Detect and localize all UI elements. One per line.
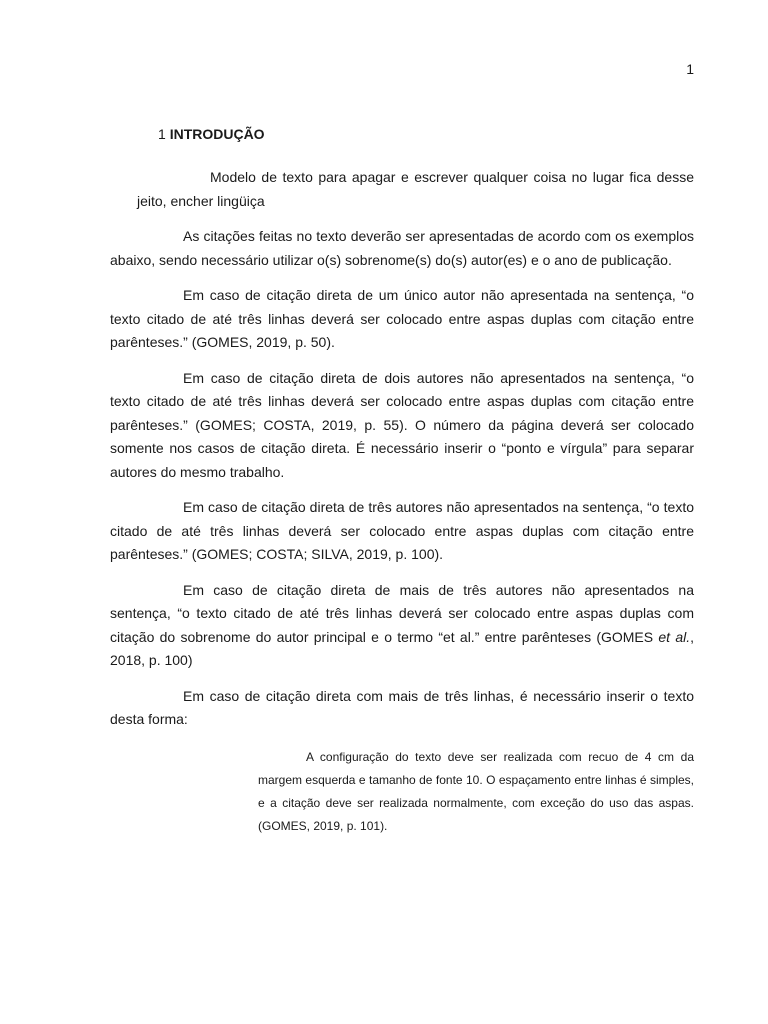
paragraph-three-authors: Em caso de citação direta de três autores não apresentados na sentença, “o texto citado de até três linhas deverá ser colocado entre aspas duplas com citação entre parênteses.” (GOMES; COSTA; SILVA, 2019, p. 100). xyxy=(110,499,694,562)
page-number: 1 xyxy=(686,61,694,77)
paragraph-two-authors: Em caso de citação direta de dois autores não apresentados na sentença, “o texto citado de até três linhas deverá ser colocado entre aspas duplas com citação entre parênteses.” (GOMES; COSTA, 2019, p. 55). O número da página deverá ser colocado somente nos casos de citação direta. É necessário inserir o “ponto e vírgula” para separar autores do mesmo trabalho. xyxy=(110,369,694,480)
paragraph-more-authors-citation: , 2018, p. 100) xyxy=(110,628,694,668)
paragraph-more-authors xyxy=(110,579,694,673)
paragraph-long-quote: Em caso de citação direta com mais de três linhas, é necessário inserir o texto desta forma: xyxy=(110,687,694,727)
block-quote: A configuração do texto deve ser realizada com recuo de 4 cm da margem esquerda e tamanho de fonte 10. O espaçamento entre linhas é simples, e a citação deve ser realizada normalmente, com exceção do uso das aspas. (GOMES, 2019, p. 101). xyxy=(258,749,694,833)
section-heading xyxy=(110,124,694,144)
paragraph-more-authors-text: Em caso de citação direta de mais de três autores não apresentados na sentença, “o texto citado de até três linhas deverá ser colocado entre aspas duplas com citação do sobrenome do autor principal e o termo “et al.” entre parênteses (GOMES xyxy=(110,581,694,645)
paragraph-single-author: Em caso de citação direta de um único autor não apresentada na sentença, “o texto citado de até três linhas deverá ser colocado entre aspas duplas com citação entre parênteses.” (GOMES, 2019, p. 50). xyxy=(110,287,694,350)
et-al-term: et al. xyxy=(658,628,691,645)
document-body xyxy=(110,124,694,838)
paragraph-intro: Modelo de texto para apagar e escrever qualquer coisa no lugar fica desse jeito, encher lingüiça xyxy=(137,169,694,209)
section-title: INTRODUÇÃO xyxy=(169,126,265,142)
section-number: 1 xyxy=(158,126,166,142)
paragraph-citations: As citações feitas no texto deverão ser apresentadas de acordo com os exemplos abaixo, sendo necessário utilizar o(s) sobrenome(s) do(s) autor(es) e o ano de publicação. xyxy=(110,228,694,268)
